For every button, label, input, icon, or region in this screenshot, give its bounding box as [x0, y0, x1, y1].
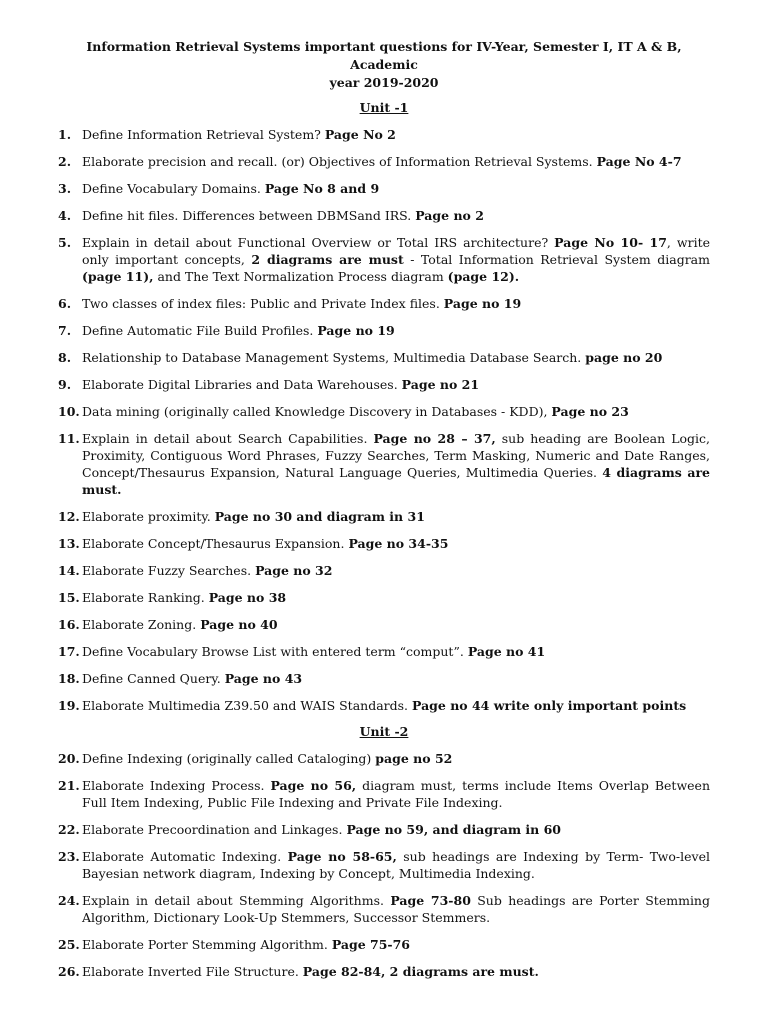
- page-reference: 2 diagrams are must: [251, 252, 404, 267]
- question-number: 3.: [58, 181, 72, 196]
- question-number: 8.: [58, 350, 72, 365]
- page-reference: Page 73-80: [390, 893, 471, 908]
- question-item: [58, 295, 710, 312]
- question-number: 1.: [58, 127, 72, 142]
- question-text-segment: Elaborate Fuzzy Searches.: [82, 563, 256, 578]
- question-item: [58, 153, 710, 170]
- page-reference: page no 20: [585, 350, 663, 365]
- question-number: 7.: [58, 323, 72, 338]
- page-reference: Page no 2: [415, 208, 484, 223]
- question-item: [58, 322, 710, 339]
- question-text: [82, 670, 710, 687]
- question-item: [58, 180, 710, 197]
- question-item: [58, 126, 710, 143]
- question-number: 11.: [58, 431, 80, 446]
- question-text: [82, 562, 710, 579]
- document-title-line-1: Information Retrieval Systems important questions for IV-Year, Semester I, IT A & B, Academic: [86, 39, 682, 72]
- question-number: 14.: [58, 563, 80, 578]
- page-reference: Page no 41: [467, 644, 546, 659]
- question-text-segment: Define Vocabulary Domains.: [82, 181, 265, 196]
- question-text-segment: Elaborate Digital Libraries and Data Warehouses.: [82, 377, 402, 392]
- question-text-segment: Define Indexing (originally called Cataloging): [82, 751, 376, 766]
- page-reference: Page No 10- 17: [554, 235, 667, 250]
- question-text: [82, 892, 710, 926]
- question-item: [58, 750, 710, 767]
- question-text-segment: , write only important concepts,: [82, 235, 710, 267]
- page-reference: 4 diagrams are must.: [82, 465, 710, 497]
- question-text: [82, 234, 710, 285]
- question-text: [82, 376, 710, 393]
- page-reference: Page no 43: [224, 671, 303, 686]
- question-text: [82, 848, 710, 882]
- page-reference: Page no 34-35: [348, 536, 449, 551]
- question-text: [82, 643, 710, 660]
- question-text-segment: Elaborate Multimedia Z39.50 and WAIS Standards.: [82, 698, 412, 713]
- question-text: [82, 535, 710, 552]
- question-number: 22.: [58, 822, 80, 837]
- question-text-segment: Explain in detail about Stemming Algorithms.: [82, 893, 391, 908]
- question-text-segment: Sub headings are Porter Stemming Algorithm, Dictionary Look-Up Stemmers, Successor Stemmers.: [82, 893, 710, 925]
- question-text-segment: Define Vocabulary Browse List with entered term “comput”.: [82, 644, 468, 659]
- question-number: 6.: [58, 296, 72, 311]
- question-text: [82, 697, 710, 714]
- page-reference: Page no 28 – 37,: [373, 431, 496, 446]
- question-number: 13.: [58, 536, 80, 551]
- question-text: [82, 153, 710, 170]
- question-number: 23.: [58, 849, 80, 864]
- question-text-segment: Explain in detail about Functional Overview or Total IRS architecture?: [82, 235, 555, 250]
- question-text: [82, 322, 710, 339]
- question-text-segment: Elaborate Automatic Indexing.: [82, 849, 288, 864]
- page-reference: Page No 2: [324, 127, 396, 142]
- question-number: 25.: [58, 937, 80, 952]
- question-item: [58, 821, 710, 838]
- page-reference: Page no 19: [317, 323, 395, 338]
- question-item: [58, 892, 710, 926]
- question-item: [58, 349, 710, 366]
- question-text: [82, 777, 710, 811]
- question-number: 26.: [58, 964, 80, 979]
- question-text-segment: Elaborate Ranking.: [82, 590, 209, 605]
- question-text: [82, 821, 710, 838]
- question-item: [58, 777, 710, 811]
- document-title-line-2: year 2019-2020: [329, 75, 439, 90]
- question-item: [58, 535, 710, 552]
- question-text: [82, 616, 710, 633]
- question-item: [58, 963, 710, 980]
- question-item: [58, 936, 710, 953]
- question-number: 16.: [58, 617, 80, 632]
- question-text-segment: Data mining (originally called Knowledge Discovery in Databases - KDD),: [82, 404, 552, 419]
- question-number: 10.: [58, 404, 80, 419]
- question-text-segment: Relationship to Database Management Systems, Multimedia Database Search.: [82, 350, 586, 365]
- question-text-segment: - Total Information Retrieval System diagram: [403, 252, 710, 267]
- question-item: [58, 376, 710, 393]
- question-number: 2.: [58, 154, 72, 169]
- page-reference: Page no 32: [255, 563, 333, 578]
- page-reference: Page no 21: [401, 377, 480, 392]
- question-number: 19.: [58, 698, 80, 713]
- question-text-segment: Define Automatic File Build Profiles.: [82, 323, 318, 338]
- page-reference: Page no 38: [208, 590, 287, 605]
- question-text: [82, 349, 710, 366]
- question-text-segment: Define Canned Query.: [82, 671, 225, 686]
- question-text: [82, 126, 710, 143]
- question-number: 5.: [58, 235, 72, 250]
- question-text: [82, 207, 710, 224]
- unit-heading: Unit -2: [359, 724, 409, 739]
- question-number: 12.: [58, 509, 80, 524]
- question-text: [82, 430, 710, 498]
- question-item: [58, 589, 710, 606]
- question-item: [58, 403, 710, 420]
- question-text-segment: Elaborate Concept/Thesaurus Expansion.: [82, 536, 349, 551]
- question-item: [58, 430, 710, 498]
- question-item: [58, 616, 710, 633]
- question-number: 20.: [58, 751, 80, 766]
- question-text-segment: Elaborate Porter Stemming Algorithm.: [82, 937, 332, 952]
- question-number: 4.: [58, 208, 72, 223]
- question-text-segment: diagram must, terms include Items Overlap Between Full Item Indexing, Public File Indexing and Private File Indexing.: [82, 778, 711, 810]
- page-reference: Page no 44 write only important points: [412, 698, 687, 713]
- question-item: [58, 234, 710, 285]
- question-text: [82, 936, 710, 953]
- question-number: 15.: [58, 590, 80, 605]
- question-item: [58, 643, 710, 660]
- question-text-segment: Elaborate Precoordination and Linkages.: [82, 822, 347, 837]
- question-text-segment: Define Information Retrieval System?: [82, 127, 325, 142]
- question-text: [82, 963, 710, 980]
- page-reference: Page no 59, and diagram in 60: [346, 822, 561, 837]
- unit-heading: Unit -1: [359, 100, 409, 115]
- page-reference: Page no 40: [200, 617, 278, 632]
- page-reference: (page 11),: [82, 269, 154, 284]
- question-text: [82, 180, 710, 197]
- question-number: 17.: [58, 644, 80, 659]
- question-text-segment: Define hit files. Differences between DBMSand IRS.: [82, 208, 416, 223]
- question-number: 24.: [58, 893, 80, 908]
- page-reference: Page 75-76: [331, 937, 410, 952]
- question-text-segment: Explain in detail about Search Capabilities.: [82, 431, 374, 446]
- question-item: [58, 670, 710, 687]
- question-text-segment: Elaborate precision and recall. (or) Objectives of Information Retrieval Systems.: [82, 154, 597, 169]
- page-reference: Page no 30 and diagram in 31: [214, 509, 425, 524]
- question-text-segment: sub heading are Boolean Logic, Proximity, Contiguous Word Phrases, Fuzzy Searches, Term Masking, Numeric and Date Ranges, Concept/Thesaurus Expansion, Natural Language Queries, Multimedia Queries.: [82, 431, 710, 480]
- page-reference: Page no 19: [443, 296, 522, 311]
- page-reference: page no 52: [375, 751, 453, 766]
- question-text-segment: Two classes of index files: Public and Private Index files.: [82, 296, 444, 311]
- question-text-segment: and The Text Normalization Process diagram: [153, 269, 448, 284]
- question-text-segment: Elaborate Zoning.: [82, 617, 201, 632]
- question-item: [58, 697, 710, 714]
- page-reference: Page No 4-7: [596, 154, 682, 169]
- question-text: [82, 403, 710, 420]
- question-text-segment: Elaborate Inverted File Structure.: [82, 964, 303, 979]
- document-title: [58, 38, 710, 92]
- page-reference: Page 82-84, 2 diagrams are must.: [302, 964, 539, 979]
- question-text-segment: Elaborate Indexing Process.: [82, 778, 271, 793]
- page-reference: Page No 8 and 9: [264, 181, 380, 196]
- question-number: 18.: [58, 671, 80, 686]
- question-text: [82, 508, 710, 525]
- question-text: [82, 589, 710, 606]
- unit-section: [58, 100, 710, 714]
- question-text: [82, 750, 710, 767]
- question-list: [58, 126, 710, 714]
- question-number: 9.: [58, 377, 72, 392]
- question-item: [58, 562, 710, 579]
- question-item: [58, 508, 710, 525]
- page-reference: Page no 23: [551, 404, 629, 419]
- question-item: [58, 848, 710, 882]
- page-reference: Page no 56,: [270, 778, 357, 793]
- question-text-segment: Elaborate proximity.: [82, 509, 215, 524]
- page-reference: Page no 58-65,: [287, 849, 397, 864]
- units-container: [58, 100, 710, 980]
- question-item: [58, 207, 710, 224]
- question-number: 21.: [58, 778, 80, 793]
- page-reference: (page 12).: [447, 269, 520, 284]
- question-text: [82, 295, 710, 312]
- unit-section: [58, 724, 710, 980]
- question-text-segment: sub headings are Indexing by Term- Two-level Bayesian network diagram, Indexing by Concept, Multimedia Indexing.: [82, 849, 710, 881]
- question-list: [58, 750, 710, 980]
